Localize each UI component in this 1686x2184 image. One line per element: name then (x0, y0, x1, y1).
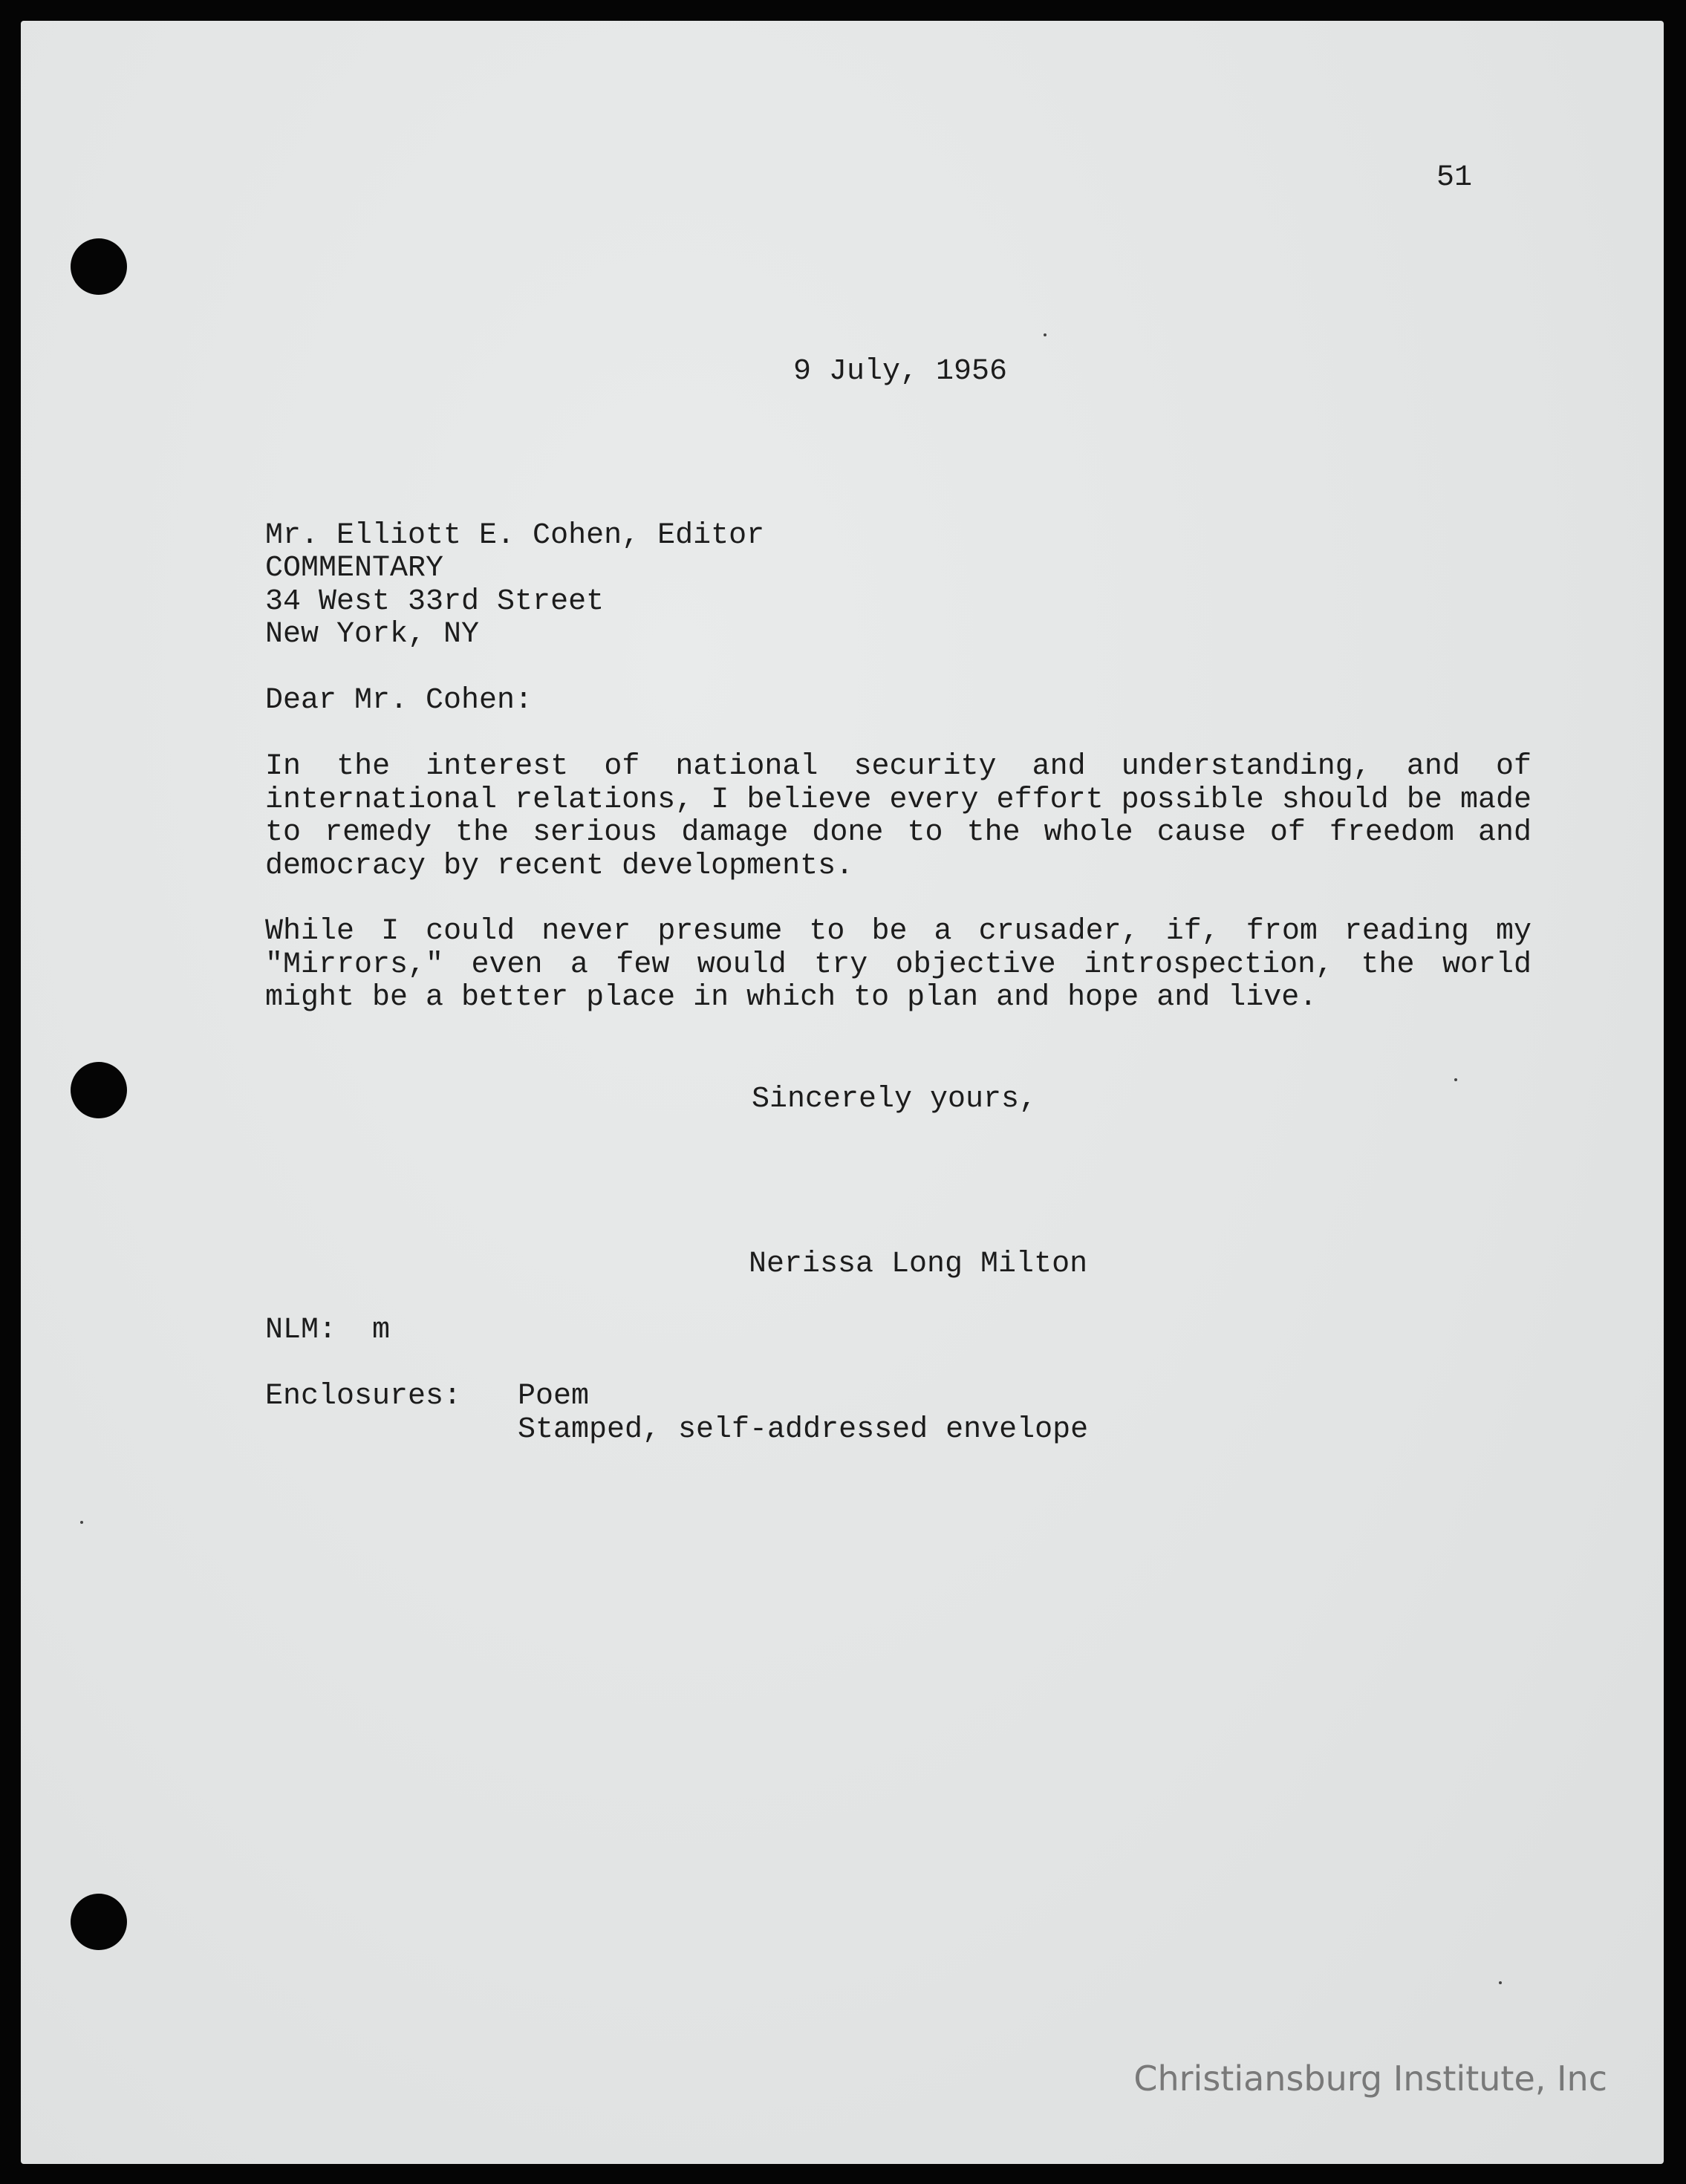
binder-hole-top (71, 238, 127, 295)
letter-page (21, 21, 1664, 2164)
body-paragraph-2: While I could never presume to be a crusader, if, from reading my "Mirrors," even a few would try objective introspection, the world might be a better place in which to plan and hope and live. (265, 915, 1532, 1014)
enclosures-label: Enclosures: (265, 1380, 462, 1413)
recipient-publication: COMMENTARY (265, 552, 444, 585)
binder-hole-middle (71, 1062, 127, 1118)
paper-speck (1454, 1078, 1457, 1081)
binder-hole-bottom (71, 1894, 127, 1950)
reference-initials: NLM: m (265, 1314, 391, 1347)
letter-date: 9 July, 1956 (793, 355, 1008, 388)
salutation: Dear Mr. Cohen: (265, 684, 533, 717)
recipient-name: Mr. Elliott E. Cohen, Editor (265, 519, 765, 552)
signature-name: Nerissa Long Milton (749, 1248, 1088, 1281)
paper-speck (80, 1521, 83, 1524)
archive-watermark: Christiansburg Institute, Inc (1133, 2058, 1607, 2099)
paper-speck (1499, 1981, 1502, 1984)
enclosure-item: Stamped, self-addressed envelope (518, 1413, 1089, 1447)
enclosure-item: Poem (518, 1380, 590, 1413)
paper-speck (1044, 333, 1047, 336)
body-paragraph-1: In the interest of national security and understanding, and of international relations, I believe every effort possible should be made to remedy the serious damage done to the whole cause of freedom and democracy by recent developments. (265, 750, 1532, 883)
recipient-city: New York, NY (265, 618, 480, 651)
page-number: 51 (1436, 161, 1473, 195)
recipient-street: 34 West 33rd Street (265, 585, 605, 619)
closing: Sincerely yours, (752, 1083, 1038, 1116)
